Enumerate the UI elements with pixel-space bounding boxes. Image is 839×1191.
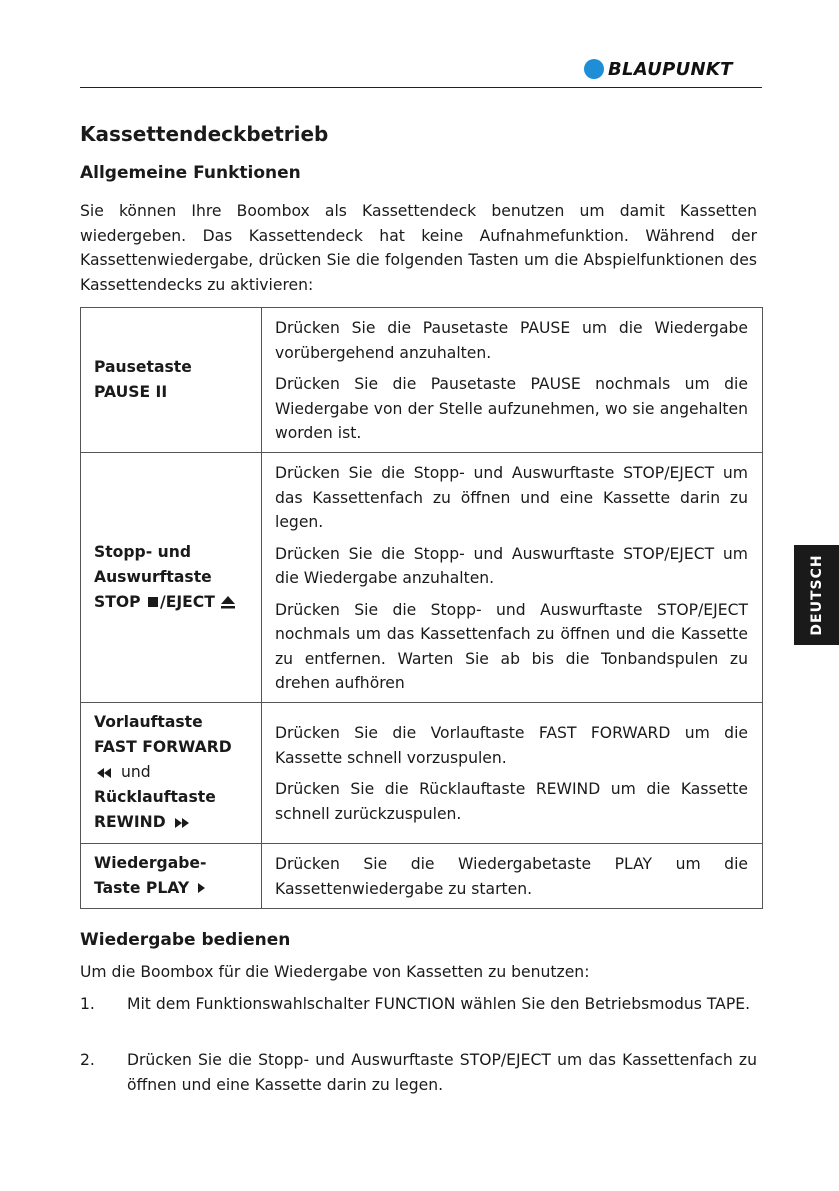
list-text: Drücken Sie die Stopp- und Auswurftaste STOP/EJECT um das Kassettenfach zu öffnen und eine Kassette darin zu legen.: [127, 1051, 757, 1094]
brand-name: BLAUPUNKT: [608, 58, 733, 80]
desc-paragraph: Drücken Sie die Stopp- und Auswurftaste STOP/EJECT um das Kassettenfach zu öffnen und eine Kassette darin zu legen.: [275, 464, 748, 531]
button-function-table: [80, 307, 763, 909]
label-line: Rücklauftaste: [94, 788, 216, 806]
table-row: [81, 843, 763, 908]
label-text: und: [120, 763, 151, 781]
section-heading-general: Allgemeine Funktionen: [80, 163, 301, 183]
row-desc-pause: [262, 308, 763, 453]
desc-paragraph: Drücken Sie die Stopp- und Auswurftaste STOP/EJECT um die Wiedergabe anzuhalten.: [275, 544, 748, 587]
brand-dot-icon: [584, 59, 604, 79]
page-title: Kassettendeckbetrieb: [80, 122, 329, 146]
label-line: Pausetaste: [94, 358, 192, 376]
label-text: STOP: [94, 592, 141, 611]
label-line: PAUSE II: [94, 383, 168, 401]
list-item: [80, 992, 757, 1017]
label-text: Taste PLAY: [94, 878, 190, 897]
label-line: Wiedergabe-: [94, 853, 207, 872]
table-row: [81, 453, 763, 703]
list-text: Mit dem Funktionswahlschalter FUNCTION wählen Sie den Betriebsmodus TAPE.: [127, 995, 751, 1013]
label-line: Vorlauftaste: [94, 713, 203, 731]
row-label-play: [81, 843, 262, 908]
language-tab-label: DEUTSCH: [808, 554, 825, 636]
label-text: /EJECT: [160, 592, 215, 611]
label-line: [94, 590, 261, 615]
desc-paragraph: Drücken Sie die Pausetaste PAUSE nochmals um die Wiedergabe von der Stelle aufzunehmen, wo sie angehalten worden ist.: [275, 375, 748, 442]
language-tab: [794, 545, 839, 645]
list-number: 1.: [80, 995, 95, 1013]
desc-paragraph: Drücken Sie die Vorlauftaste FAST FORWARD um die Kassette schnell vorzuspulen.: [275, 724, 748, 767]
desc-paragraph: Drücken Sie die Rücklauftaste REWIND um die Kassette schnell zurückzuspulen.: [275, 780, 748, 823]
list-number: 2.: [80, 1051, 95, 1069]
label-text: REWIND: [94, 813, 166, 831]
brand-logo: [584, 58, 733, 80]
row-label-stop-eject: [81, 453, 262, 703]
row-label-ff-rew: [81, 702, 262, 843]
label-line: [94, 810, 261, 835]
label-line: Stopp- und: [94, 542, 191, 561]
section-heading-playback: Wiedergabe bedienen: [80, 930, 291, 950]
label-line: [94, 760, 261, 785]
label-line: [94, 876, 261, 901]
row-desc-ff-rew: [262, 702, 763, 843]
row-label-pause: [81, 308, 262, 453]
play-icon: [195, 882, 207, 894]
table-row: [81, 308, 763, 453]
section-intro-general: Sie können Ihre Boombox als Kassettendeck benutzen um damit Kassetten wiedergeben. Das Kassettendeck hat keine Aufnahmefunktion. Während der Kassettenwiedergabe, drücken Sie die folgenden Tasten um die Abspielfunktionen des Kassettendecks zu aktivieren:: [80, 202, 757, 294]
desc-paragraph: Drücken Sie die Wiedergabetaste PLAY um die Kassettenwiedergabe zu starten.: [275, 855, 748, 898]
desc-paragraph: Drücken Sie die Stopp- und Auswurftaste STOP/EJECT nochmals um das Kassettenfach zu öffnen und die Kassette zu entfernen. Warten Sie ab bis die Tonbandspulen zu drehen aufhören: [275, 600, 748, 692]
list-item: [80, 1048, 757, 1097]
rewind-double-arrow-icon: [94, 767, 116, 779]
label-line: Auswurftaste: [94, 567, 212, 586]
fast-forward-double-arrow-icon: [171, 817, 193, 829]
header-divider: [80, 87, 762, 88]
eject-icon: [220, 595, 236, 609]
table-row: [81, 702, 763, 843]
row-desc-stop-eject: [262, 453, 763, 703]
row-desc-play: [262, 843, 763, 908]
desc-paragraph: Drücken Sie die Pausetaste PAUSE um die Wiedergabe vorübergehend anzuhalten.: [275, 319, 748, 362]
section-intro-playback: Um die Boombox für die Wiedergabe von Kassetten zu benutzen:: [80, 963, 590, 981]
label-line: FAST FORWARD: [94, 738, 232, 756]
stop-icon: [146, 596, 160, 608]
